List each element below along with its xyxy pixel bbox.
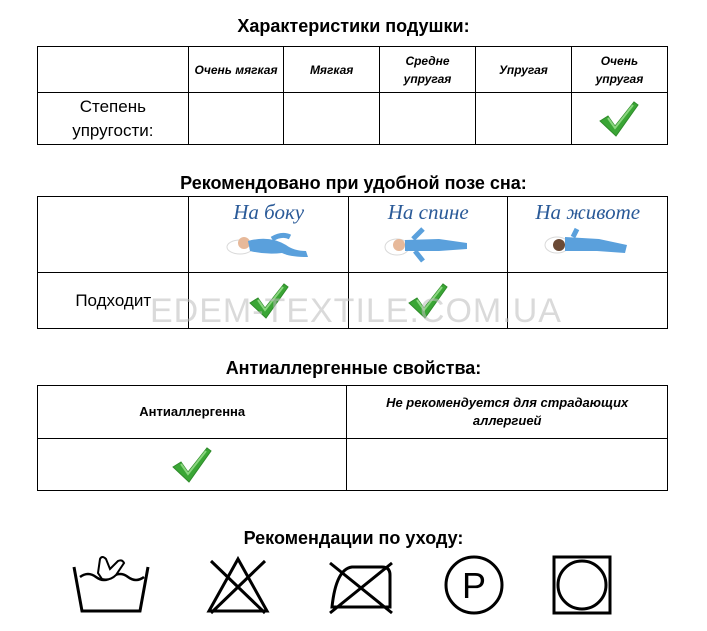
not-recommended-cell <box>347 439 668 491</box>
sleep-pose-title: Рекомендовано при удобной позе сна: <box>180 173 527 193</box>
column-very-soft: Очень мягкая <box>188 47 284 93</box>
suitable-cell-side <box>189 273 349 329</box>
column-antiallergenic-label: Антиаллергенна <box>139 404 246 419</box>
checkmark-icon <box>598 99 640 139</box>
firmness-row-label <box>38 93 189 145</box>
empty-header-cell <box>38 47 189 93</box>
care-title: Рекомендации по уходу: <box>243 528 464 548</box>
side-sleeper-icon <box>224 225 314 265</box>
suitable-cell-stomach <box>508 273 668 329</box>
watermark: EDEM-TEXTILE.COM.UA <box>150 292 562 330</box>
firmness-cell-1 <box>284 93 380 145</box>
checkmark-icon <box>248 281 290 321</box>
column-antiallergenic <box>38 386 347 439</box>
firmness-cell-0 <box>188 93 284 145</box>
dry-clean-p-icon <box>442 555 506 617</box>
pose-side-label: На боку <box>233 199 305 224</box>
sleep-pose-table <box>37 196 668 329</box>
column-very-firm-label: Очень упругая <box>595 53 644 86</box>
pose-stomach-label: На животе <box>535 199 641 224</box>
pose-back-cell <box>348 197 508 273</box>
column-soft: Мягкая <box>284 47 380 93</box>
antiallergen-title: Антиаллергенные свойства: <box>225 358 482 378</box>
antiallergenic-cell <box>38 439 347 491</box>
pose-back-label: На спине <box>387 199 469 224</box>
empty-pose-header-cell <box>38 197 189 273</box>
suitable-cell-back <box>348 273 508 329</box>
firmness-label-text: Степень упругости: <box>72 96 154 140</box>
tumble-dry-icon <box>552 555 612 615</box>
firmness-cell-3 <box>476 93 572 145</box>
characteristics-table <box>37 46 668 145</box>
svg-text:P: P <box>461 565 487 606</box>
checkmark-icon <box>171 445 213 485</box>
back-sleeper-icon <box>383 225 473 265</box>
no-iron-icon <box>326 555 396 615</box>
suitable-row-label: Подходит <box>38 273 189 329</box>
column-firm: Упругая <box>476 47 572 93</box>
pose-stomach-cell <box>508 197 668 273</box>
column-medium-firm-label: Средне упругая <box>403 53 452 86</box>
characteristics-title: Характеристики подушки: <box>237 16 470 36</box>
pose-side-cell <box>189 197 349 273</box>
no-bleach-icon <box>205 555 271 615</box>
antiallergen-table <box>37 385 668 491</box>
column-medium-firm <box>379 47 475 93</box>
firmness-cell-2 <box>379 93 475 145</box>
checkmark-icon <box>407 281 449 321</box>
firmness-cell-4 <box>571 93 667 145</box>
column-not-recommended <box>347 386 668 439</box>
hand-wash-icon <box>70 555 152 615</box>
column-very-firm <box>571 47 667 93</box>
column-not-recommended-label: Не рекомендуется для страдающих аллергией <box>386 395 629 428</box>
stomach-sleeper-icon <box>543 225 633 265</box>
